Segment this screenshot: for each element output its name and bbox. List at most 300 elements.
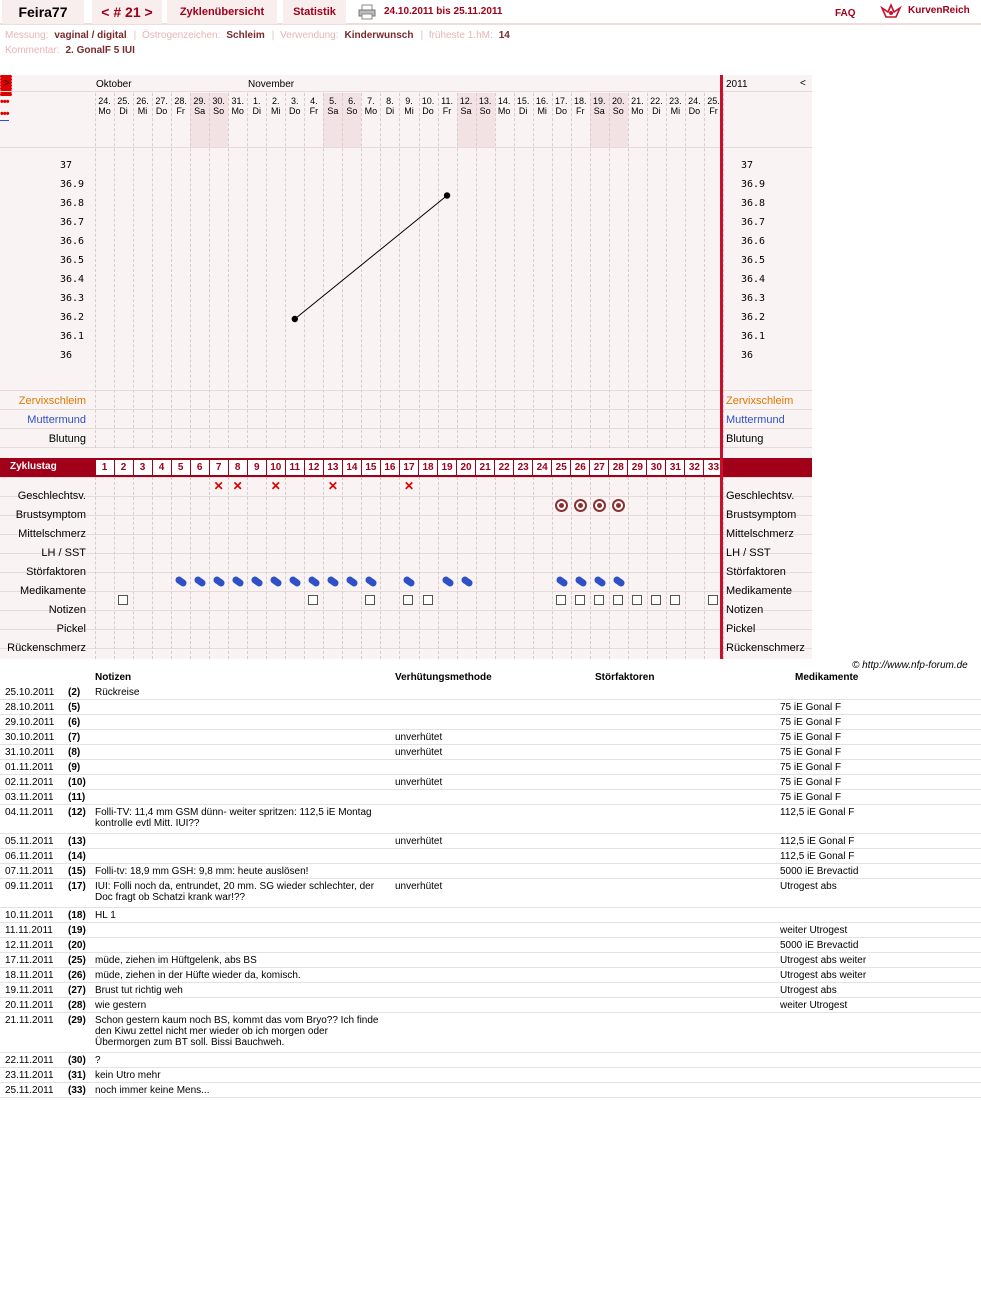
row-label-blutung: Blutung <box>48 433 86 445</box>
weekday: Mi <box>670 106 681 116</box>
table-row <box>0 968 981 983</box>
cell-med: 112,5 iE Gonal F <box>780 807 855 818</box>
cell-med: 75 iE Gonal F <box>780 717 842 728</box>
row-label: Geschlechtsv. <box>17 490 86 502</box>
weekday: Sa <box>194 106 206 116</box>
bleeding-spotting-icon: ••• <box>0 108 9 120</box>
cycle-navigation[interactable]: < # 21 > <box>92 0 162 24</box>
comment-label: Kommentar: <box>5 45 60 56</box>
note-icon <box>575 595 585 605</box>
copyright[interactable]: © http://www.nfp-forum.de <box>852 660 968 671</box>
cell-day: (10) <box>68 777 86 788</box>
cycle-day-number: 8 <box>229 460 247 475</box>
row-label-muttermund-right: Muttermund <box>726 414 785 426</box>
day-number: 4. <box>310 96 318 106</box>
bleeding-spotting-icon: ••• <box>0 96 9 108</box>
table-row <box>0 1053 981 1068</box>
cell-med: 75 iE Gonal F <box>780 792 842 803</box>
cell-med: weiter Utrogest <box>780 925 848 936</box>
cell-day: (2) <box>68 687 81 698</box>
cell-date: 03.11.2011 <box>5 792 54 803</box>
cell-day: (30) <box>68 1055 86 1066</box>
row-label: Medikamente <box>19 585 86 597</box>
cycle-day-number: 32 <box>685 460 703 475</box>
weekday: So <box>346 106 358 116</box>
weekday: So <box>612 106 624 116</box>
day-number: 1. <box>252 96 261 106</box>
day-number: 16. <box>535 96 549 106</box>
day-number: 21. <box>631 96 644 106</box>
weekday: Fr <box>309 106 319 116</box>
row-label: Mittelschmerz <box>18 528 86 540</box>
row-label-right: Rückenschmerz <box>726 642 805 654</box>
row-label: LH / SST <box>41 547 86 559</box>
tab-cycle-overview[interactable]: Zyklenübersicht <box>167 0 277 24</box>
cell-med: 112,5 iE Gonal F <box>780 836 855 847</box>
temp-tick-left: 36.4 <box>60 274 85 285</box>
weekday: Di <box>652 106 661 116</box>
temp-tick-left: 36 <box>60 350 73 361</box>
cell-note: HL 1 <box>95 910 116 921</box>
cell-med: 75 iE Gonal F <box>780 702 842 713</box>
breast-icon <box>593 499 606 512</box>
day-number: 30. <box>212 96 225 106</box>
temp-tick-right: 36.8 <box>741 198 766 209</box>
cycle-day-number: 17 <box>400 460 418 475</box>
cell-date: 10.11.2011 <box>5 910 54 921</box>
weekday: Sa <box>593 106 605 116</box>
temp-tick-right: 36.6 <box>741 236 766 247</box>
cycle-day-number: 7 <box>210 460 228 475</box>
cell-day: (28) <box>68 1000 86 1011</box>
row-label-zervixschleim-right: Zervixschleim <box>726 395 794 407</box>
cell-verh: unverhütet <box>395 881 443 892</box>
cell-note: Folli-TV: 11,4 mm GSM dünn- weiter spritzen: 112,5 iE Montag kontrolle evtl Mitt. IUI?? <box>95 807 372 829</box>
day-number: 26. <box>136 96 149 106</box>
meta-label: Östrogenzeichen: <box>142 30 221 41</box>
row-label-zervixschleim: Zervixschleim <box>18 395 86 407</box>
row-label-right: Störfaktoren <box>726 566 786 578</box>
cell-date: 29.10.2011 <box>5 717 55 728</box>
cell-date: 21.11.2011 <box>5 1015 54 1026</box>
cell-day: (19) <box>68 925 86 936</box>
cell-day: (11) <box>68 792 86 803</box>
day-number: 20. <box>612 96 625 106</box>
cell-note: Schon gestern kaum noch BS, kommt das vom Bryo?? Ich finde den Kiwu zettel nicht mer wieder ob ich morgen oder Übermorgen zum BT soll. Bissi Bauchweh. <box>95 1015 379 1048</box>
weekday: Mi <box>137 106 148 116</box>
meta-line-1: Messung: vaginal / digital | Östrogenzeichen: Schleim | Verwendung: Kinderwunsch | früheste 1.hM: 14 <box>5 30 510 41</box>
cell-date: 18.11.2011 <box>5 970 54 981</box>
cell-day: (7) <box>68 732 81 743</box>
cell-day: (20) <box>68 940 86 951</box>
note-icon <box>365 595 375 605</box>
weekday: Mo <box>231 106 244 116</box>
table-row <box>0 730 981 745</box>
today-line <box>720 75 723 659</box>
row-label-right: Brustsymptom <box>726 509 797 521</box>
breast-icon <box>574 499 587 512</box>
temperature-point <box>292 316 298 322</box>
day-number: 17. <box>554 96 568 106</box>
day-number: 2. <box>272 96 280 106</box>
cell-date: 23.11.2011 <box>5 1070 54 1081</box>
cycle-day-number: 10 <box>267 460 285 475</box>
cell-med: Utrogest abs <box>780 881 837 892</box>
cell-day: (5) <box>68 702 81 713</box>
weekday: Sa <box>327 106 339 116</box>
weekday: Di <box>252 106 261 116</box>
weekday: Fr <box>576 106 585 116</box>
cycle-day-number: 5 <box>172 460 190 475</box>
top-bar <box>0 0 981 25</box>
cycle-day-number: 13 <box>324 460 342 475</box>
cell-date: 19.11.2011 <box>5 985 54 996</box>
cell-verh: unverhütet <box>395 777 443 788</box>
cycle-day-label: Zyklustag <box>10 461 57 472</box>
cell-date: 11.11.2011 <box>5 925 53 936</box>
note-icon <box>708 595 718 605</box>
temp-tick-right: 36.4 <box>741 274 766 285</box>
cell-date: 06.11.2011 <box>5 851 54 862</box>
row-label: Störfaktoren <box>26 566 86 578</box>
cell-med: 75 iE Gonal F <box>780 747 842 758</box>
cross-icon: ✕ <box>403 479 414 493</box>
row-label: Pickel <box>56 623 86 635</box>
col-header-medikamente: Medikamente <box>795 672 859 683</box>
cycle-day-number: 2 <box>115 460 133 475</box>
day-number: 5. <box>329 96 337 106</box>
cycle-day-number: 31 <box>666 460 684 475</box>
cycle-day-number: 25 <box>552 460 570 475</box>
note-icon <box>670 595 680 605</box>
row-label-right: LH / SST <box>726 547 771 559</box>
cell-med: 5000 iE Brevactid <box>780 866 859 877</box>
table-row <box>0 805 981 834</box>
temp-tick-right: 36.1 <box>741 331 766 342</box>
meta-value: 14 <box>498 30 510 41</box>
note-icon <box>651 595 661 605</box>
cycle-day-number: 20 <box>457 460 475 475</box>
table-row <box>0 745 981 760</box>
table-row <box>0 1083 981 1098</box>
cross-icon: ✕ <box>213 479 224 493</box>
logo[interactable]: KurvenReich <box>908 5 970 16</box>
table-row <box>0 715 981 730</box>
meta-label: Messung: <box>5 30 49 41</box>
temp-tick-right: 37 <box>741 160 754 171</box>
temperature-curve <box>0 75 812 659</box>
meta-value: Kinderwunsch <box>344 30 414 41</box>
table-row <box>0 760 981 775</box>
printer-icon[interactable] <box>358 4 376 20</box>
cell-day: (17) <box>68 881 86 892</box>
cell-day: (13) <box>68 836 86 847</box>
cell-date: 07.11.2011 <box>5 866 54 877</box>
cell-med: 75 iE Gonal F <box>780 762 842 773</box>
cycle-day-band <box>0 458 812 477</box>
row-label-right: Geschlechtsv. <box>726 490 795 502</box>
cycle-day-number: 14 <box>343 460 361 475</box>
day-number: 6. <box>348 96 356 106</box>
temperature-point <box>444 192 450 198</box>
weekday: Di <box>385 106 395 116</box>
cross-icon: ✕ <box>270 479 281 493</box>
cell-day: (9) <box>68 762 81 773</box>
weekday: Sa <box>460 106 472 116</box>
cell-verh: unverhütet <box>395 836 443 847</box>
cell-med: Utrogest abs weiter <box>780 970 867 981</box>
cell-note: müde, ziehen im Hüftgelenk, abs BS <box>95 955 257 966</box>
note-icon <box>403 595 413 605</box>
table-row <box>0 834 981 849</box>
cross-icon: ✕ <box>232 479 243 493</box>
weekday: Fr <box>709 106 718 116</box>
table-row <box>0 1013 981 1053</box>
cell-note: kein Utro mehr <box>95 1070 161 1081</box>
meta-value: vaginal / digital <box>54 30 127 41</box>
day-number: 29. <box>193 96 206 106</box>
temp-tick-left: 36.9 <box>60 179 85 190</box>
row-label-right: Notizen <box>726 604 764 616</box>
weekday: Mo <box>497 106 511 116</box>
tab-statistics[interactable]: Statistik <box>283 0 346 24</box>
cycle-day-number: 28 <box>609 460 627 475</box>
cycle-day-number: 16 <box>381 460 399 475</box>
cycle-day-number: 23 <box>514 460 532 475</box>
cell-day: (6) <box>68 717 81 728</box>
weekday: Mi <box>404 106 414 116</box>
cell-note: noch immer keine Mens... <box>95 1085 210 1096</box>
temp-tick-right: 36.5 <box>741 255 766 266</box>
day-number: 14. <box>497 96 511 106</box>
table-row <box>0 1068 981 1083</box>
temp-tick-right: 36.2 <box>741 312 766 323</box>
weekday: Fr <box>442 106 452 116</box>
cell-day: (12) <box>68 807 86 818</box>
day-number: 27. <box>155 96 168 106</box>
day-number: 12. <box>459 96 473 106</box>
temp-tick-left: 36.5 <box>60 255 85 266</box>
cycle-day-number: 15 <box>362 460 380 475</box>
cell-verh: unverhütet <box>395 732 443 743</box>
cycle-day-number: 22 <box>495 460 513 475</box>
table-row <box>0 953 981 968</box>
temp-tick-left: 36.7 <box>60 217 85 228</box>
day-number: 28. <box>174 96 187 106</box>
day-number: 7. <box>367 96 375 106</box>
cycle-day-number: 29 <box>628 460 646 475</box>
cell-date: 22.11.2011 <box>5 1055 54 1066</box>
row-label-right: Mittelschmerz <box>726 528 794 540</box>
temp-tick-right: 36.7 <box>741 217 766 228</box>
temp-tick-left: 36.6 <box>60 236 85 247</box>
row-label: Notizen <box>48 604 86 616</box>
day-number: 3. <box>291 96 299 106</box>
cross-icon: ✕ <box>327 479 338 493</box>
day-number: 22. <box>650 96 663 106</box>
cell-day: (15) <box>68 866 86 877</box>
cycle-chart <box>0 75 812 659</box>
cell-day: (8) <box>68 747 81 758</box>
cell-med: 75 iE Gonal F <box>780 777 842 788</box>
month-label-oktober: Oktober <box>96 79 132 90</box>
cycle-day-number: 27 <box>590 460 608 475</box>
weekday: Mo <box>364 106 378 116</box>
table-row <box>0 849 981 864</box>
temp-tick-right: 36.9 <box>741 179 766 190</box>
nav-prev-arrow[interactable]: > <box>4 78 10 89</box>
cell-day: (27) <box>68 985 86 996</box>
cycle-day-number: 12 <box>305 460 323 475</box>
meta-value: Schleim <box>226 30 265 41</box>
day-number: 10. <box>421 96 435 106</box>
cell-day: (14) <box>68 851 86 862</box>
cycle-day-number: 4 <box>153 460 171 475</box>
meta-label: Verwendung: <box>280 30 339 41</box>
col-header-verhuetung: Verhütungsmethode <box>395 672 492 683</box>
day-number: 9. <box>405 96 413 106</box>
day-number: 13. <box>478 96 492 106</box>
row-label-right: Medikamente <box>726 585 793 597</box>
note-icon <box>308 595 318 605</box>
cell-date: 28.10.2011 <box>5 702 55 713</box>
row-label-right: Pickel <box>726 623 756 635</box>
weekday: So <box>213 106 225 116</box>
month-label-november: November <box>248 79 295 90</box>
comment-value: 2. GonalF 5 IUI <box>65 45 135 56</box>
cell-day: (25) <box>68 955 86 966</box>
weekday: Mi <box>271 106 281 116</box>
cell-med: weiter Utrogest <box>780 1000 848 1011</box>
cycle-day-number: 21 <box>476 460 494 475</box>
cell-note: Rückreise <box>95 687 140 698</box>
table-row <box>0 938 981 953</box>
cell-day: (33) <box>68 1085 86 1096</box>
cell-date: 01.11.2011 <box>5 762 54 773</box>
day-number: 24. <box>98 96 111 106</box>
temp-tick-left: 36.1 <box>60 331 85 342</box>
cycle-day-number: 6 <box>191 460 209 475</box>
cell-date: 20.11.2011 <box>5 1000 54 1011</box>
day-number: 25. <box>117 96 130 106</box>
col-header-notizen: Notizen <box>95 672 132 683</box>
weekday: Do <box>688 106 701 116</box>
table-row <box>0 879 981 908</box>
day-number: 23. <box>669 96 682 106</box>
cycle-day-number: 24 <box>533 460 551 475</box>
cell-date: 25.10.2011 <box>5 687 55 698</box>
meta-label: früheste 1.hM: <box>428 30 493 41</box>
note-icon <box>118 595 128 605</box>
weekday: Do <box>555 106 567 116</box>
cell-date: 12.11.2011 <box>5 940 54 951</box>
day-number: 11. <box>441 96 453 106</box>
cell-note: Brust tut richtig weh <box>95 985 183 996</box>
cell-date: 25.11.2011 <box>5 1085 54 1096</box>
cycle-day-number: 1 <box>96 460 114 475</box>
crown-icon <box>880 2 902 22</box>
col-header-stoerfaktoren: Störfaktoren <box>595 672 655 683</box>
cell-med: Utrogest abs weiter <box>780 955 867 966</box>
note-icon <box>632 595 642 605</box>
cell-note: IUI: Folli noch da, entrundet, 20 mm. SG wieder schlechter, der Doc fragt ob Schatzi krank war!?? <box>95 881 375 903</box>
cell-date: 09.11.2011 <box>5 881 54 892</box>
cell-date: 17.11.2011 <box>5 955 54 966</box>
weekday: Mo <box>631 106 644 116</box>
cycle-day-number: 19 <box>438 460 456 475</box>
breast-icon <box>555 499 568 512</box>
cell-med: 5000 iE Brevactid <box>780 940 859 951</box>
weekday: Do <box>289 106 301 116</box>
day-number: 25. <box>707 96 720 106</box>
cell-note: müde, ziehen in der Hüfte wieder da, komisch. <box>95 970 301 981</box>
cell-med: Utrogest abs <box>780 985 837 996</box>
cell-date: 05.11.2011 <box>5 836 54 847</box>
cycle-day-number: 9 <box>248 460 266 475</box>
weekday: Di <box>119 106 128 116</box>
weekday: Mo <box>98 106 111 116</box>
cell-date: 31.10.2011 <box>5 747 55 758</box>
row-label-muttermund: Muttermund <box>27 414 86 426</box>
temp-tick-right: 36 <box>741 350 754 361</box>
day-number: 15. <box>516 96 530 106</box>
date-range: 24.10.2011 bis 25.11.2011 <box>384 6 503 17</box>
cell-day: (29) <box>68 1015 86 1026</box>
weekday: Fr <box>176 106 185 116</box>
day-number: 31. <box>231 96 244 106</box>
temp-tick-left: 36.3 <box>60 293 85 304</box>
cycle-day-number: 26 <box>571 460 589 475</box>
weekday: Do <box>422 106 434 116</box>
temp-tick-left: 36.8 <box>60 198 85 209</box>
weekday: Do <box>155 106 168 116</box>
cell-med: 75 iE Gonal F <box>780 732 842 743</box>
note-icon <box>613 595 623 605</box>
breast-icon <box>612 499 625 512</box>
faq-link[interactable]: FAQ <box>835 8 856 19</box>
cell-date: 04.11.2011 <box>5 807 54 818</box>
meta-line-2 <box>5 45 139 56</box>
cycle-day-number: 30 <box>647 460 665 475</box>
row-label: Brustsymptom <box>15 509 86 521</box>
year-label: 2011 <box>726 79 748 90</box>
table-row <box>0 700 981 715</box>
cell-note: ? <box>95 1055 101 1066</box>
temp-tick-left: 36.2 <box>60 312 85 323</box>
user-name: Feira77 <box>2 0 84 24</box>
weekday: So <box>479 106 491 116</box>
cycle-day-number: 11 <box>286 460 304 475</box>
table-row <box>0 998 981 1013</box>
note-icon <box>556 595 566 605</box>
cell-day: (26) <box>68 970 86 981</box>
row-label: Rückenschmerz <box>7 642 86 654</box>
temperature-line <box>295 196 447 320</box>
cell-note: wie gestern <box>95 1000 147 1011</box>
table-row <box>0 864 981 879</box>
cycle-day-number: 33 <box>704 460 722 475</box>
nav-next-arrow[interactable]: < <box>800 78 806 89</box>
table-row <box>0 775 981 790</box>
table-row <box>0 923 981 938</box>
cell-date: 02.11.2011 <box>5 777 54 788</box>
weekday: Mi <box>537 106 547 116</box>
cell-verh: unverhütet <box>395 747 443 758</box>
cycle-day-number: 3 <box>134 460 152 475</box>
cell-day: (18) <box>68 910 86 921</box>
table-row <box>0 790 981 805</box>
note-icon <box>423 595 433 605</box>
